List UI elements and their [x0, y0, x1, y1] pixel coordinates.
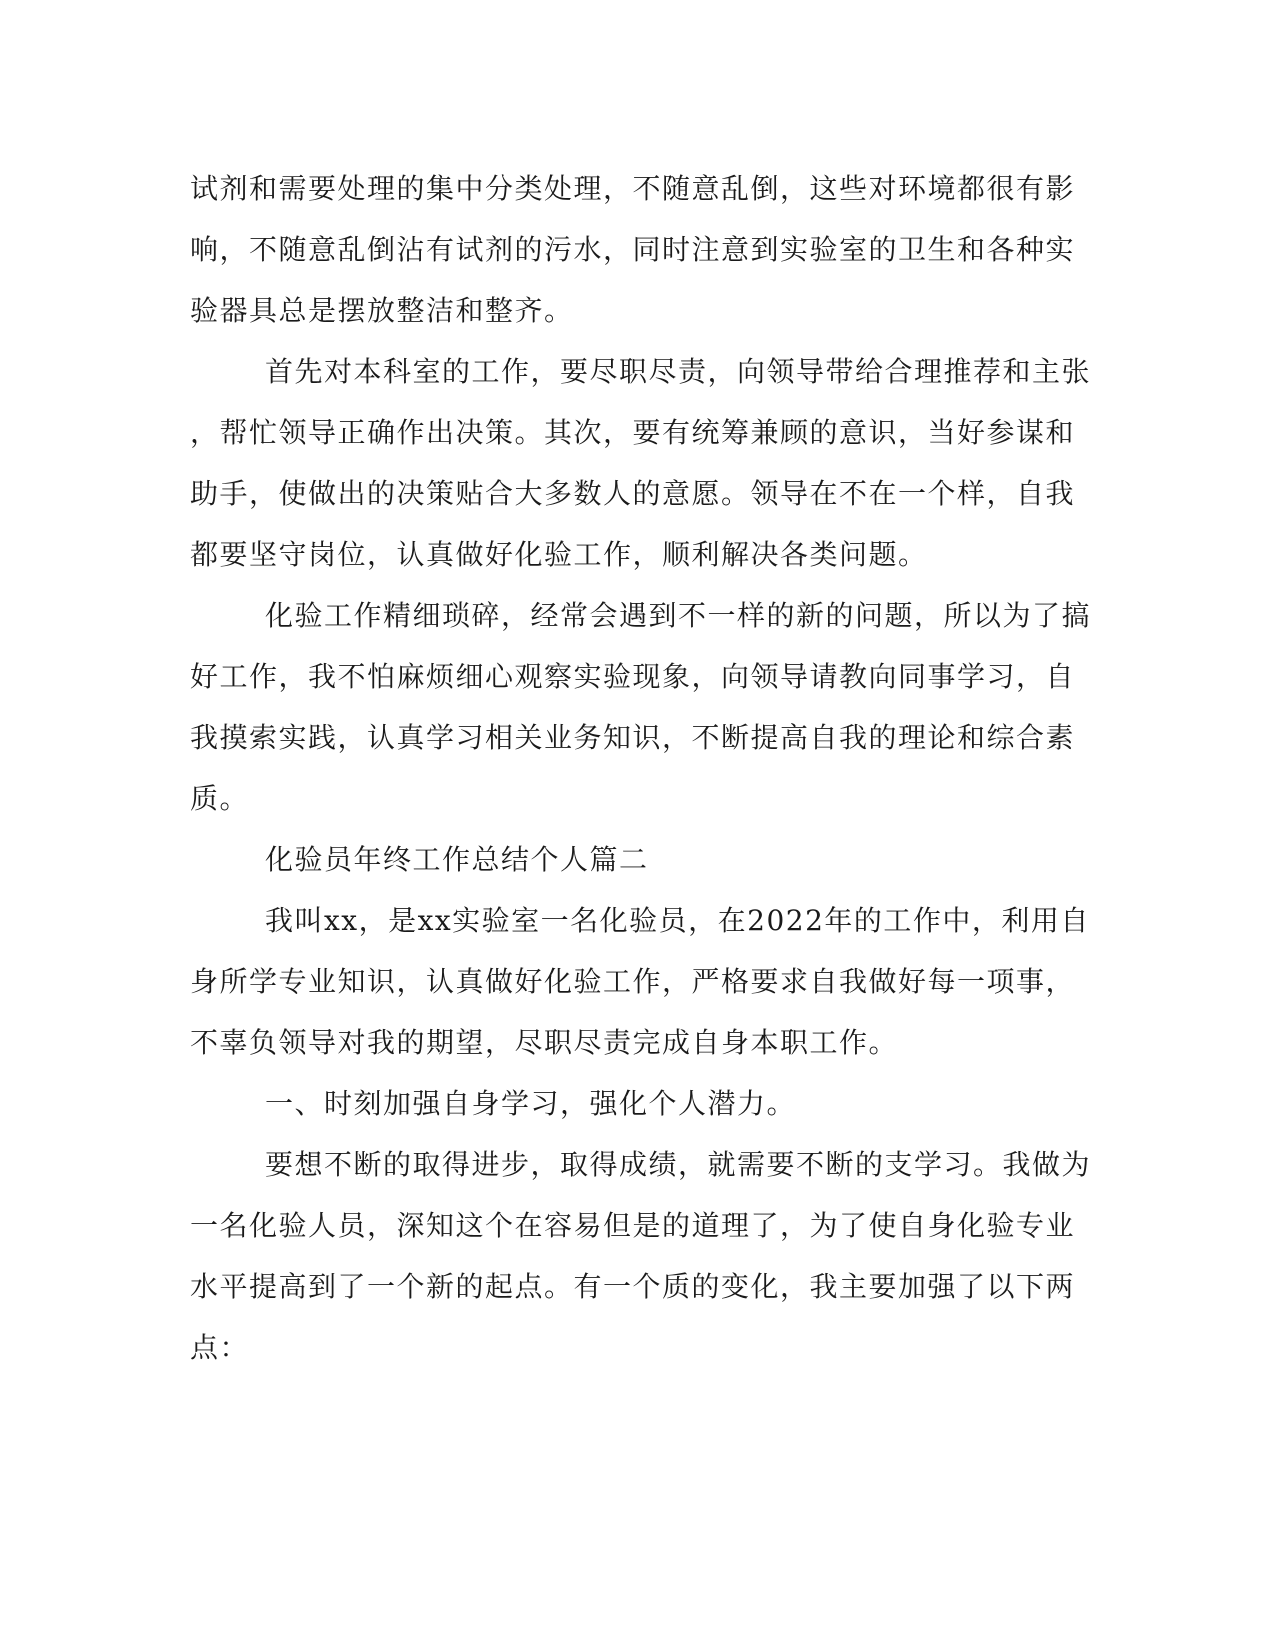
- paragraph-2: [190, 341, 1092, 585]
- paragraph-line: 首先对本科室的工作，要尽职尽责，向领导带给合理推荐和主张: [265, 355, 1092, 388]
- paragraph-line: 不辜负领导对我的期望，尽职尽责完成自身本职工作。: [190, 1026, 899, 1059]
- paragraph-line: 好工作，我不怕麻烦细心观察实验现象，向领导请教向同事学习，自: [190, 660, 1076, 693]
- paragraph-line: 试剂和需要处理的集中分类处理，不随意乱倒，这些对环境都很有影: [190, 172, 1076, 205]
- document-body: [190, 158, 1092, 1378]
- section-heading-text: 化验员年终工作总结个人篇二: [265, 843, 649, 876]
- paragraph-3: [190, 585, 1092, 829]
- paragraph-line: 响，不随意乱倒沾有试剂的污水，同时注意到实验室的卫生和各种实: [190, 233, 1076, 266]
- paragraph-line: 化验工作精细琐碎，经常会遇到不一样的新的问题，所以为了搞: [265, 599, 1092, 632]
- paragraph-line: 水平提高到了一个新的起点。有一个质的变化，我主要加强了以下两: [190, 1270, 1076, 1303]
- subsection-heading-text: 一、时刻加强自身学习，强化个人潜力。: [265, 1087, 797, 1120]
- subsection-heading: [190, 1073, 1085, 1134]
- paragraph-line: ，帮忙领导正确作出决策。其次，要有统筹兼顾的意识，当好参谋和: [190, 416, 1076, 449]
- paragraph-line: 点：: [190, 1331, 250, 1364]
- paragraph-line: 助手，使做出的决策贴合大多数人的意愿。领导在不在一个样，自我: [190, 477, 1076, 510]
- paragraph-5: [190, 890, 1090, 1073]
- paragraph-line: 我摸索实践，认真学习相关业务知识，不断提高自我的理论和综合素: [190, 721, 1076, 754]
- paragraph-line: 身所学专业知识，认真做好化验工作，严格要求自我做好每一项事，: [190, 965, 1076, 998]
- paragraph-line: 要想不断的取得进步，取得成绩，就需要不断的支学习。我做为: [265, 1148, 1092, 1181]
- paragraph-line: 质。: [190, 782, 250, 815]
- paragraph-line: 一名化验人员，深知这个在容易但是的道理了，为了使自身化验专业: [190, 1209, 1076, 1242]
- paragraph-7: [190, 1134, 1092, 1378]
- paragraph-1: [190, 158, 1085, 341]
- paragraph-line: 我叫xx，是xx实验室一名化验员，在2022年的工作中，利用自: [265, 904, 1090, 937]
- section-heading: [190, 829, 1085, 890]
- paragraph-line: 都要坚守岗位，认真做好化验工作，顺利解决各类问题。: [190, 538, 928, 571]
- paragraph-line: 验器具总是摆放整洁和整齐。: [190, 294, 574, 327]
